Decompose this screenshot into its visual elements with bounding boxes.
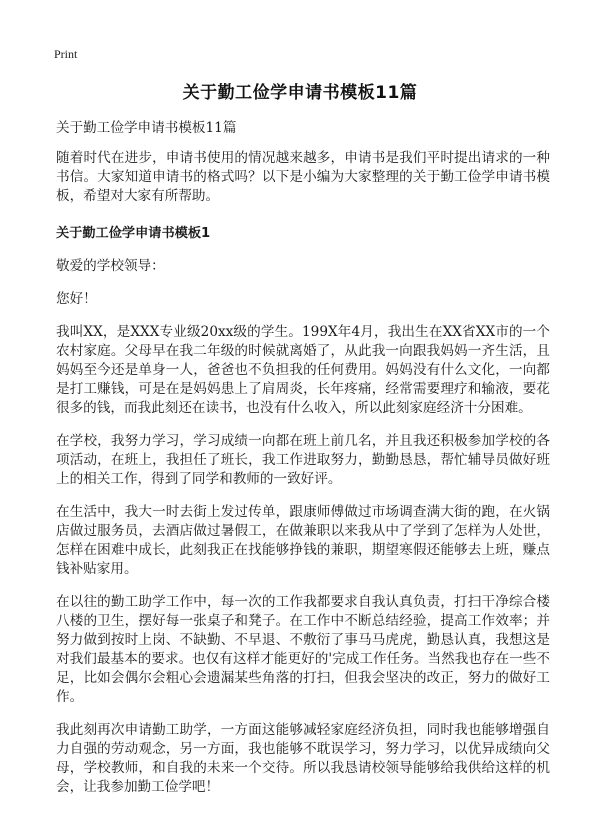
body-paragraph: 我叫XX，是XXX专业级20xx级的学生。199X年4月，我出生在XX省XX市的一个农村家庭。父母早在我二年级的时候就离婚了，从此我一向跟我妈妈一齐生活，且妈妈至今还是单身一人，爸爸也不负担我的任何费用。妈妈没有什么文化，一向都是打工赚钱，可是在是妈妈患上了肩周炎，长年疼痛，经常需要理疗和输液，要花很多的钱，而我此刻还在读书，也没有什么收入，所以此刻家庭经济十分困难。 xyxy=(56,324,550,416)
body-paragraph: 我此刻再次申请勤工助学，一方面这能够减轻家庭经济负担，同时我也能够增强自力自强的劳动观念，另一方面，我也能够不耽误学习，努力学习，以优异成绩向父母，学校教师，和自我的未来一个交待。所以我恳请校领导能够给我供给这样的机会，让我参加勤工俭学吧！ xyxy=(56,722,550,795)
body-paragraph: 在以往的勤工助学工作中，每一次的工作我都要求自我认真负责，打扫干净综合楼八楼的卫生，摆好每一张桌子和凳子。在工作中不断总结经验，提高工作效率；并努力做到按时上岗、不缺勤、不早退、不敷衍了事马马虎虎，勤恳认真，我想这是对我们最基本的要求。也仅有这样才能更好的'完成工作任务。当然我也存在一些不足，比如会偶尔会粗心会遗漏某些角落的打扫，但我会坚决的改正，努力的做好工作。 xyxy=(56,594,550,705)
document-body xyxy=(56,119,550,797)
salutation: 敬爱的学校领导： xyxy=(56,258,165,274)
body-paragraph: 在生活中，我大一时去街上发过传单，跟康师傅做过市场调查满大街的跑，在火锅店做过服务员，去酒店做过暑假工，在做兼职以来我从中了学到了怎样为人处世，怎样在困难中成长，此刻我正在找能够挣钱的兼职，期望寒假还能够去上班，赚点钱补贴家用。 xyxy=(56,504,550,577)
section-heading: 关于勤工俭学申请书模板1 xyxy=(56,226,211,241)
body-paragraph: 在学校，我努力学习，学习成绩一向都在班上前几名，并且我还积极参加学校的各项活动，在班上，我担任了班长，我工作进取努力，勤勤恳恳，帮忙辅导员做好班上的相关工作，得到了同学和教师的一致好评。 xyxy=(56,433,550,487)
greeting: 您好！ xyxy=(56,291,97,307)
document-subtitle: 关于勤工俭学申请书模板11篇 xyxy=(56,120,237,136)
page-title: 关于勤工俭学申请书模板11篇 xyxy=(182,83,418,103)
intro-paragraph: 随着时代在进步，申请书使用的情况越来越多，申请书是我们平时提出请求的一种书信。大家知道申请书的格式吗？以下是小编为大家整理的关于勤工俭学申请书模板，希望对大家有所帮助。 xyxy=(56,150,550,204)
print-label[interactable]: Print xyxy=(54,47,78,61)
